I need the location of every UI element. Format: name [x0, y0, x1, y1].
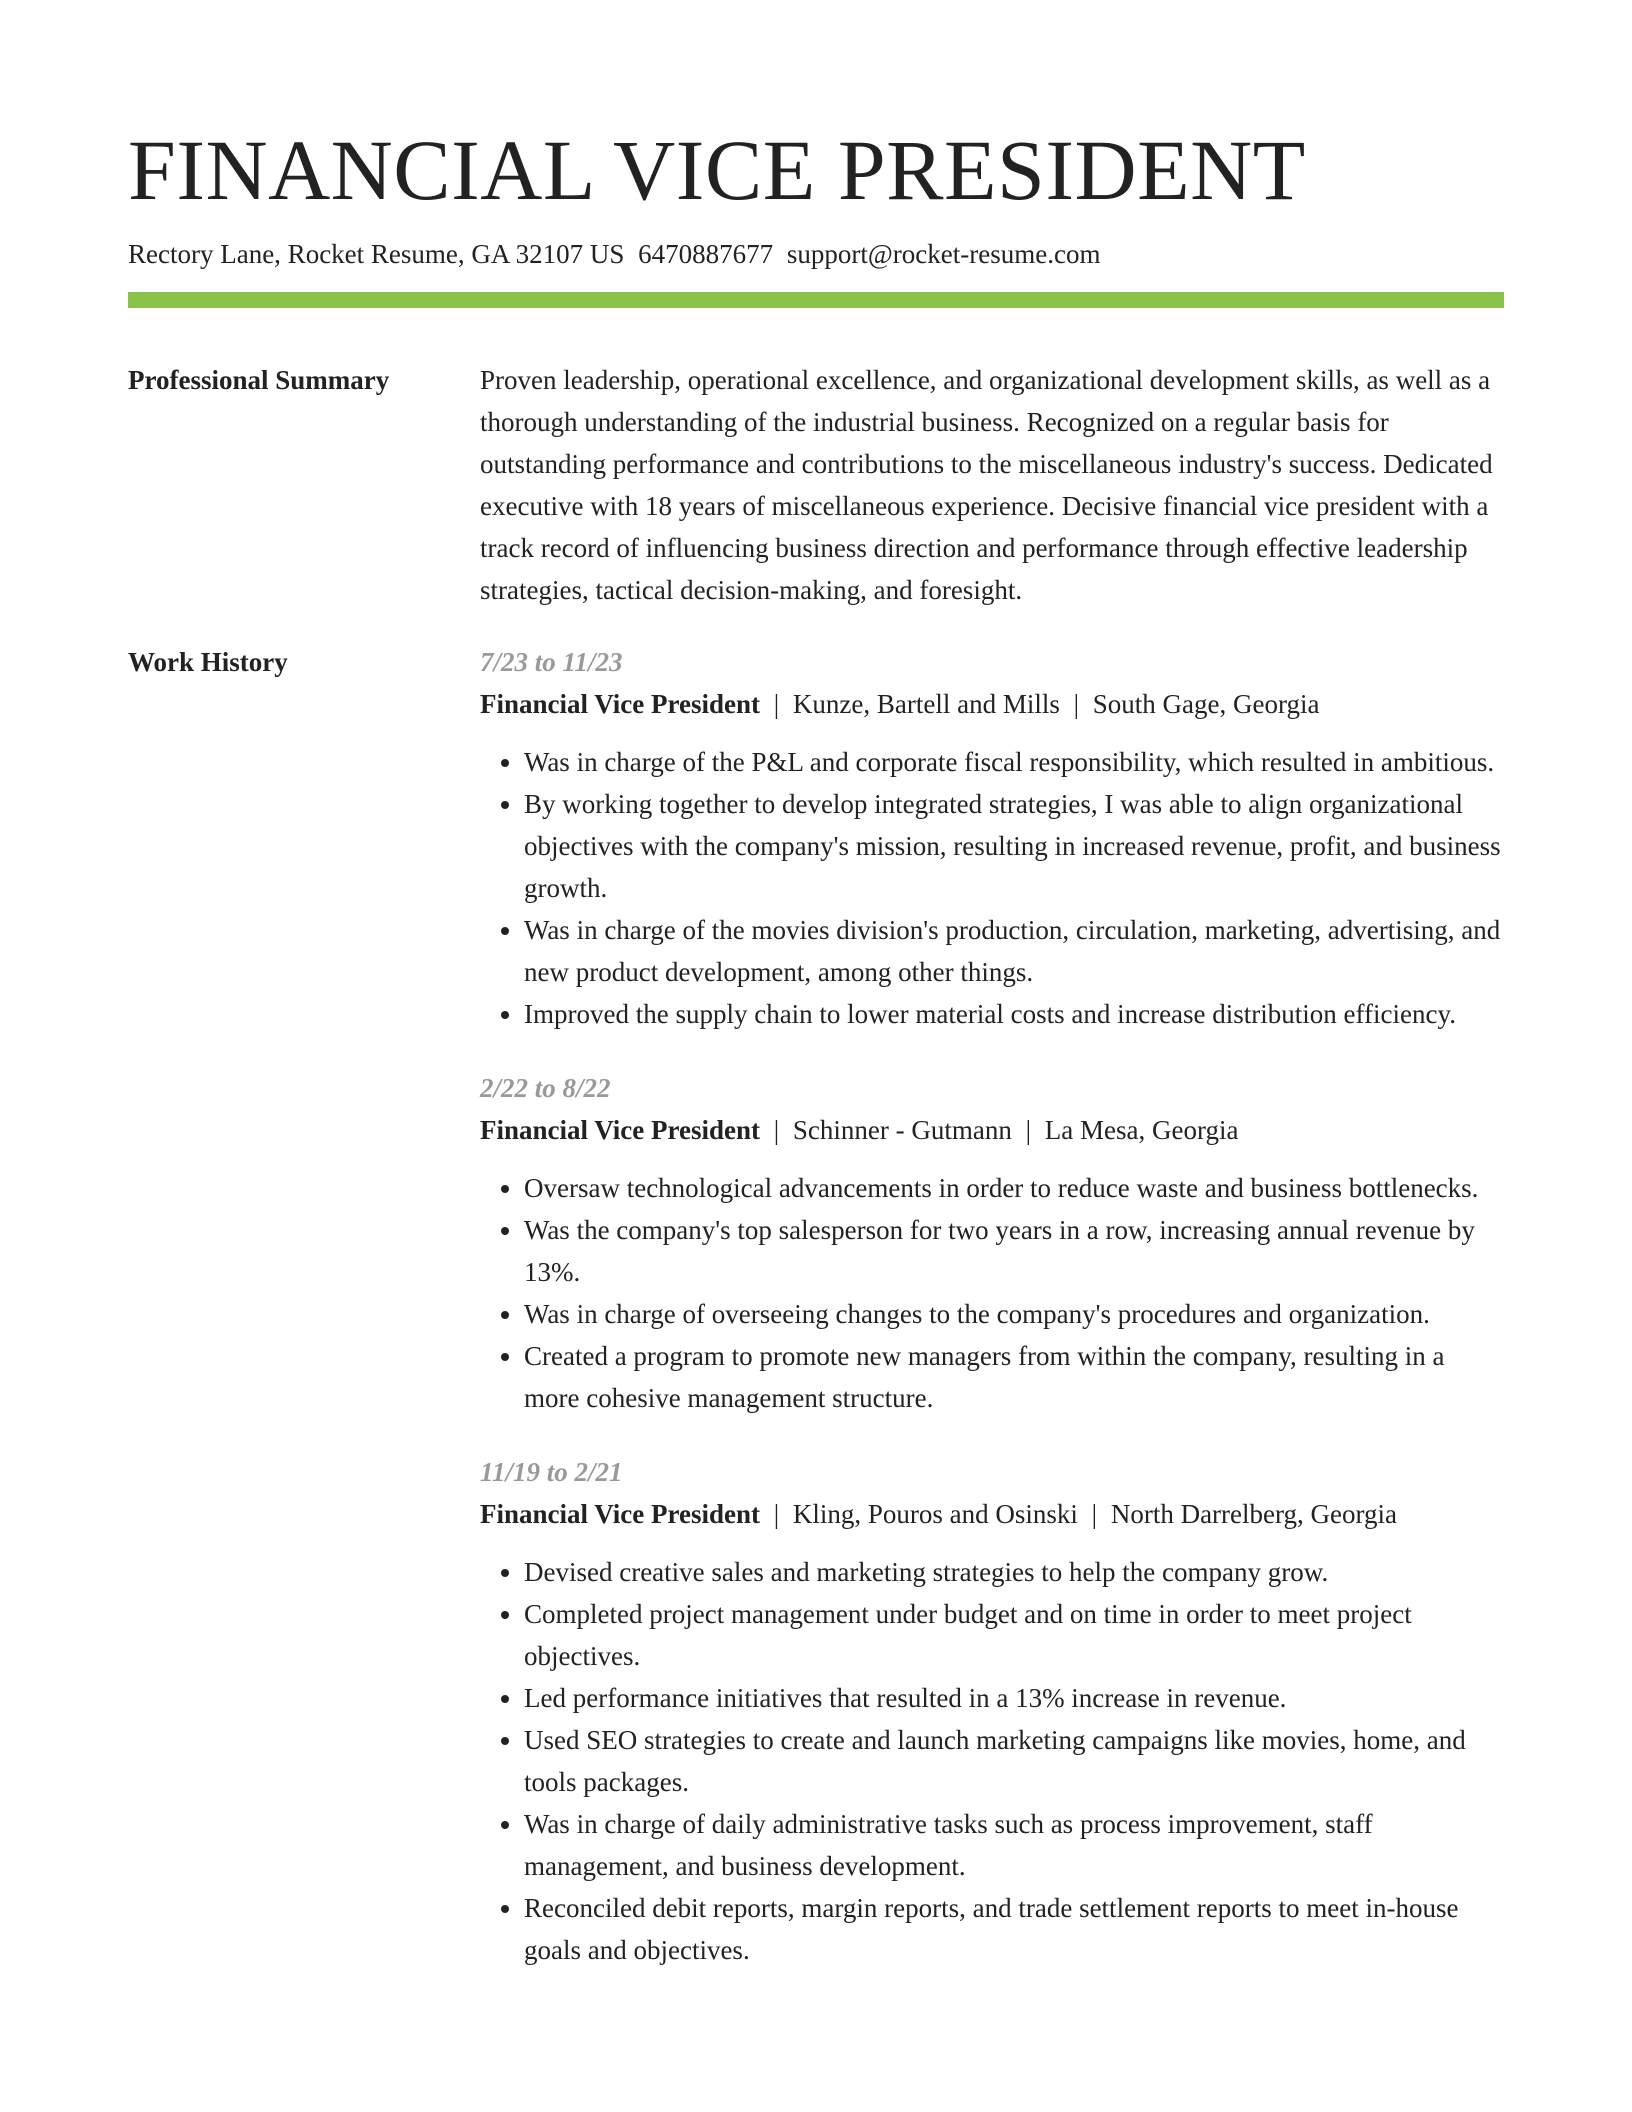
job-title: Financial Vice President — [480, 1115, 760, 1145]
job-company: Kunze, Bartell and Mills — [792, 689, 1060, 719]
job-entry — [480, 641, 1504, 1035]
job-bullet: • Was in charge of daily administrative tasks such as process improvement, staff management, and business development. — [524, 1803, 1504, 1887]
separator: | — [773, 1499, 780, 1529]
job-company: Schinner - Gutmann — [792, 1115, 1012, 1145]
job-dates: 11/19 to 2/21 — [480, 1457, 623, 1487]
work-history-section — [128, 641, 1504, 2003]
job-bullet: • Completed project management under budget and on time in order to meet project objectives. — [524, 1593, 1504, 1677]
job-bullets — [480, 1167, 1504, 1419]
job-location: North Darrelberg, Georgia — [1110, 1499, 1397, 1529]
job-bullet: • Was the company's top salesperson for two years in a row, increasing annual revenue by 13%. — [524, 1209, 1504, 1293]
job-location: South Gage, Georgia — [1092, 689, 1320, 719]
job-company: Kling, Pouros and Osinski — [792, 1499, 1078, 1529]
job-bullet: • Was in charge of overseeing changes to the company's procedures and organization. — [524, 1293, 1504, 1335]
job-bullet: • Led performance initiatives that resulted in a 13% increase in revenue. — [524, 1677, 1504, 1719]
work-history-list — [480, 641, 1504, 2003]
separator: | — [773, 1115, 780, 1145]
job-heading — [480, 1109, 1504, 1151]
resume-name-heading: FINANCIAL VICE PRESIDENT — [128, 122, 1306, 218]
contact-line — [128, 236, 1504, 272]
job-entry — [480, 1451, 1504, 1971]
accent-divider — [128, 292, 1504, 308]
job-bullet: • Devised creative sales and marketing strategies to help the company grow. — [524, 1551, 1504, 1593]
job-bullet: • Improved the supply chain to lower material costs and increase distribution efficiency. — [524, 993, 1504, 1035]
job-bullet: • Was in charge of the movies division's production, circulation, marketing, advertising, and new product development, among other things. — [524, 909, 1504, 993]
job-location: La Mesa, Georgia — [1044, 1115, 1239, 1145]
job-bullets — [480, 1551, 1504, 1971]
separator: | — [1025, 1115, 1031, 1145]
section-title-work-history: Work History — [128, 647, 288, 677]
section-title-summary: Professional Summary — [128, 365, 390, 395]
job-heading — [480, 683, 1504, 725]
job-dates: 7/23 to 11/23 — [480, 647, 623, 677]
job-bullet: • Created a program to promote new managers from within the company, resulting in a more cohesive management structure. — [524, 1335, 1504, 1419]
contact-address: Rectory Lane, Rocket Resume, GA 32107 US — [128, 239, 625, 269]
job-entry — [480, 1067, 1504, 1419]
summary-paragraph: Proven leadership, operational excellence, and organizational development skills, as well as a thorough understanding of the industrial business. Recognized on a regular basis for outstanding performance and contributions to the miscellaneous industry's success. Dedicated executive with 18 years of miscellaneous experience. Decisive financial vice president with a track record of influencing business direction and performance through effective leadership strategies, tactical decision-making, and foresight. — [480, 365, 1493, 605]
job-title: Financial Vice President — [480, 689, 760, 719]
job-title: Financial Vice President — [480, 1499, 760, 1529]
professional-summary-section — [128, 359, 1504, 611]
resume-page — [128, 0, 1504, 2003]
contact-phone: 6470887677 — [638, 239, 774, 269]
separator: | — [773, 689, 780, 719]
separator: | — [1091, 1499, 1098, 1529]
job-bullet: • Oversaw technological advancements in order to reduce waste and business bottlenecks. — [524, 1167, 1504, 1209]
job-dates: 2/22 to 8/22 — [480, 1073, 611, 1103]
job-bullet: • Reconciled debit reports, margin reports, and trade settlement reports to meet in-house goals and objectives. — [524, 1887, 1504, 1971]
contact-email: support@rocket-resume.com — [786, 239, 1101, 269]
job-heading — [480, 1493, 1504, 1535]
job-bullet: • Used SEO strategies to create and launch marketing campaigns like movies, home, and tools packages. — [524, 1719, 1504, 1803]
job-bullet: • Was in charge of the P&L and corporate fiscal responsibility, which resulted in ambitious. — [524, 741, 1504, 783]
separator: | — [1073, 689, 1079, 719]
job-bullet: • By working together to develop integrated strategies, I was able to align organizational objectives with the company's mission, resulting in increased revenue, profit, and business growth. — [524, 783, 1504, 909]
job-bullets — [480, 741, 1504, 1035]
